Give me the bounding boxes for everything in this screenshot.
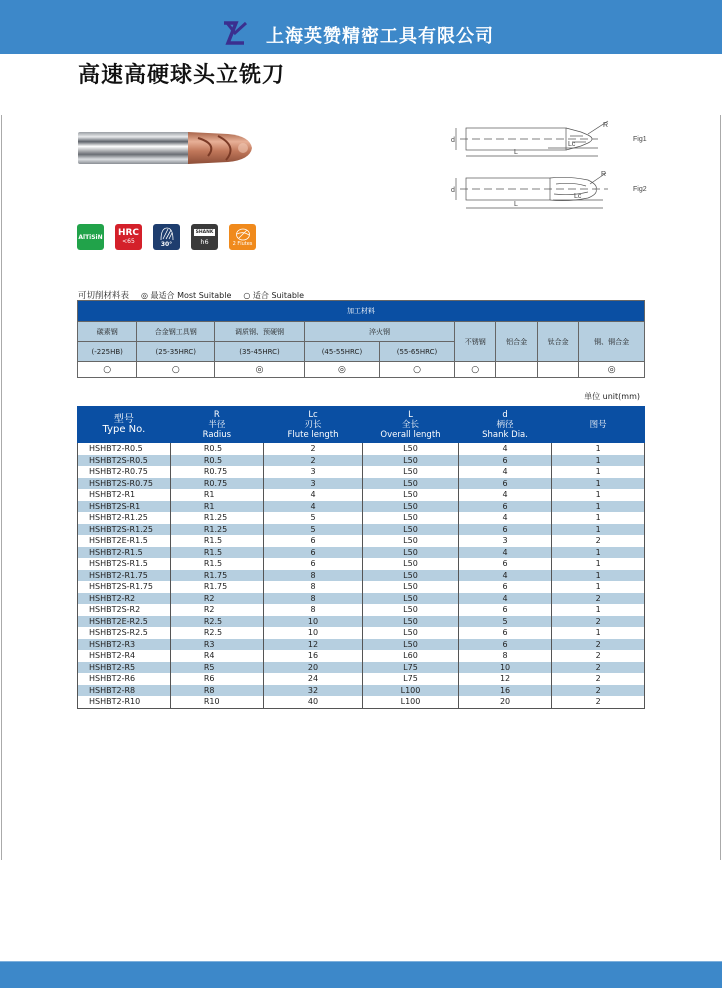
table-row	[78, 466, 645, 478]
type-no-cell: HSHBT2-R3	[78, 639, 171, 651]
overall-length-cell: L50	[363, 627, 459, 639]
suitability-mark: ○	[455, 362, 496, 378]
table-row	[78, 547, 645, 559]
radius-cell: R2.5	[170, 627, 263, 639]
table-row	[78, 535, 645, 547]
shank-dia-cell: 16	[458, 685, 552, 697]
fig1-label: Fig1	[633, 136, 647, 143]
hardened-steel-group: 淬火钢	[304, 322, 454, 342]
material-name: 碳素钢	[78, 322, 137, 342]
table-row	[78, 581, 645, 593]
footer-bar	[0, 961, 722, 988]
shank-tolerance-badge-icon	[191, 224, 218, 250]
column-header-line: 图号	[589, 419, 607, 430]
radius-cell: R3	[170, 639, 263, 651]
radius-cell: R1.75	[170, 581, 263, 593]
overall-length-cell: L75	[363, 673, 459, 685]
table-row	[78, 696, 645, 708]
figure-no-cell: 1	[552, 547, 645, 559]
type-no-cell: HSHBT2-R1.5	[78, 547, 171, 559]
shank-text: SHANK	[195, 229, 214, 235]
shank-dia-cell: 4	[458, 570, 552, 582]
shank-dia-cell: 8	[458, 650, 552, 662]
header-bar	[0, 0, 722, 54]
material-name: 调质钢、预硬钢	[215, 322, 305, 342]
column-header-line: 全长	[401, 419, 419, 430]
legend-most-suitable	[141, 290, 231, 301]
page-edge-right	[720, 115, 721, 860]
dim-d-fig2: d	[451, 187, 455, 194]
column-header-line: d	[502, 409, 508, 420]
column-header-line: Flute length	[287, 429, 339, 440]
flute-length-cell: 6	[263, 558, 362, 570]
overall-length-cell: L50	[363, 478, 459, 490]
ball-end-mill-image	[78, 126, 258, 170]
type-no-cell: HSHBT2E-R1.5	[78, 535, 171, 547]
radius-cell: R4	[170, 650, 263, 662]
column-header-line: Overall length	[380, 429, 441, 440]
legend-suitable	[243, 290, 304, 301]
radius-cell: R0.75	[170, 466, 263, 478]
flute-length-cell: 10	[263, 616, 362, 628]
flute-length-cell: 32	[263, 685, 362, 697]
overall-length-cell: L50	[363, 443, 459, 455]
dim-L-fig1: L	[514, 149, 518, 156]
table-row	[78, 455, 645, 467]
flute-length-cell: 20	[263, 662, 362, 674]
flute-length-cell: 5	[263, 512, 362, 524]
radius-cell: R1	[170, 489, 263, 501]
table-row	[78, 593, 645, 605]
table-row	[78, 489, 645, 501]
overall-length-cell: L50	[363, 547, 459, 559]
type-no-cell: HSHBT2-R1.75	[78, 570, 171, 582]
column-header-line: L	[408, 409, 413, 420]
suitability-mark: ○	[78, 362, 137, 378]
shank-dia-cell: 10	[458, 662, 552, 674]
figure-no-cell: 2	[552, 696, 645, 708]
fig2-label: Fig2	[633, 186, 647, 193]
column-header-line: 型号	[113, 413, 134, 425]
flute-length-cell: 2	[263, 443, 362, 455]
unit-label: 单位 unit(mm)	[584, 392, 640, 401]
figure-no-cell: 2	[552, 616, 645, 628]
shank-dia-cell: 6	[458, 455, 552, 467]
shank-dia-cell: 4	[458, 593, 552, 605]
overall-length-cell: L75	[363, 662, 459, 674]
flute-length-cell: 10	[263, 627, 362, 639]
material-name: 铝合金	[496, 322, 537, 362]
shank-dia-cell: 6	[458, 639, 552, 651]
figure-no-cell: 1	[552, 524, 645, 536]
radius-cell: R1	[170, 501, 263, 513]
coating-badge-icon	[77, 224, 104, 250]
type-no-cell: HSHBT2S-R0.5	[78, 455, 171, 467]
dim-R-fig1: R	[603, 122, 609, 129]
overall-length-cell: L50	[363, 581, 459, 593]
feature-badges	[77, 224, 256, 250]
suitable-symbol: ○	[243, 290, 251, 300]
figure-no-cell: 1	[552, 627, 645, 639]
column-header-line: Type No.	[102, 423, 146, 435]
column-header-line: Radius	[202, 429, 232, 440]
material-range: (-225HB)	[78, 342, 137, 362]
flutes-text: 2 Flutes	[232, 240, 253, 247]
material-table-title: 可切削材料表	[78, 291, 130, 301]
type-no-cell: HSHBT2S-R2.5	[78, 627, 171, 639]
suitability-mark: ◎	[579, 362, 645, 378]
shank-tolerance-value: h6	[200, 237, 209, 246]
material-suitability-table	[77, 300, 645, 378]
type-no-cell: HSHBT2-R6	[78, 673, 171, 685]
table-row	[78, 524, 645, 536]
type-no-cell: HSHBT2-R0.5	[78, 443, 171, 455]
flute-length-cell: 8	[263, 604, 362, 616]
dimension-drawing	[448, 118, 658, 218]
overall-length-cell: L50	[363, 512, 459, 524]
figure-no-cell: 2	[552, 593, 645, 605]
flute-length-cell: 3	[263, 466, 362, 478]
column-header	[458, 407, 552, 443]
column-header-line: Lc	[308, 409, 318, 420]
overall-length-cell: L50	[363, 535, 459, 547]
material-name: 合金钢工具钢	[137, 322, 215, 342]
flute-length-cell: 2	[263, 455, 362, 467]
flute-length-cell: 16	[263, 650, 362, 662]
coating-text: AlTiSiN	[78, 233, 103, 241]
shank-dia-cell: 4	[458, 466, 552, 478]
material-range: (25-35HRC)	[137, 342, 215, 362]
flute-length-cell: 6	[263, 547, 362, 559]
table-row	[78, 650, 645, 662]
shank-dia-cell: 6	[458, 581, 552, 593]
radius-cell: R5	[170, 662, 263, 674]
radius-cell: R2	[170, 593, 263, 605]
table-row	[78, 501, 645, 513]
type-no-cell: HSHBT2-R8	[78, 685, 171, 697]
shank-dia-cell: 5	[458, 616, 552, 628]
radius-cell: R0.5	[170, 455, 263, 467]
shank-dia-cell: 3	[458, 535, 552, 547]
type-no-cell: HSHBT2S-R1.25	[78, 524, 171, 536]
shank-dia-cell: 6	[458, 558, 552, 570]
overall-length-cell: L50	[363, 570, 459, 582]
dim-Lc-fig1: Lc	[568, 141, 576, 148]
radius-cell: R6	[170, 673, 263, 685]
shank-dia-cell: 6	[458, 501, 552, 513]
table-row	[78, 558, 645, 570]
flutes-badge-icon	[229, 224, 256, 250]
table-row	[78, 627, 645, 639]
flute-section-icon	[235, 228, 251, 241]
radius-cell: R8	[170, 685, 263, 697]
dim-L-fig2: L	[514, 201, 518, 208]
figure-no-cell: 1	[552, 489, 645, 501]
radius-cell: R0.5	[170, 443, 263, 455]
overall-length-cell: L50	[363, 455, 459, 467]
flute-length-cell: 4	[263, 501, 362, 513]
overall-length-cell: L50	[363, 639, 459, 651]
shank-dia-cell: 4	[458, 443, 552, 455]
figure-no-cell: 1	[552, 558, 645, 570]
flute-length-cell: 5	[263, 524, 362, 536]
table-row	[78, 478, 645, 490]
flute-length-cell: 8	[263, 593, 362, 605]
figure-no-cell: 1	[552, 604, 645, 616]
overall-length-cell: L50	[363, 501, 459, 513]
radius-cell: R1.25	[170, 524, 263, 536]
radius-cell: R2.5	[170, 616, 263, 628]
radius-cell: R0.75	[170, 478, 263, 490]
flute-length-cell: 8	[263, 570, 362, 582]
specification-table	[77, 406, 645, 709]
shank-dia-cell: 6	[458, 478, 552, 490]
hardness-value: <65	[122, 238, 135, 245]
flute-length-cell: 24	[263, 673, 362, 685]
type-no-cell: HSHBT2S-R0.75	[78, 478, 171, 490]
radius-cell: R1.25	[170, 512, 263, 524]
type-no-cell: HSHBT2-R2	[78, 593, 171, 605]
column-header	[78, 407, 171, 443]
figure-no-cell: 1	[552, 443, 645, 455]
table-row	[78, 570, 645, 582]
material-name: 钛合金	[537, 322, 578, 362]
suitability-mark: ○	[137, 362, 215, 378]
suitability-mark	[496, 362, 537, 378]
material-name: 铜、铜合金	[579, 322, 645, 362]
figure-no-cell: 1	[552, 501, 645, 513]
overall-length-cell: L100	[363, 685, 459, 697]
type-no-cell: HSHBT2-R4	[78, 650, 171, 662]
column-header	[263, 407, 362, 443]
overall-length-cell: L50	[363, 604, 459, 616]
flute-length-cell: 6	[263, 535, 362, 547]
table-row	[78, 512, 645, 524]
page-edge-left	[1, 115, 2, 860]
type-no-cell: HSHBT2S-R1.5	[78, 558, 171, 570]
table-row	[78, 616, 645, 628]
type-no-cell: HSHBT2-R5	[78, 662, 171, 674]
column-header-line: 半径	[208, 419, 226, 430]
figure-no-cell: 1	[552, 570, 645, 582]
flute-length-cell: 40	[263, 696, 362, 708]
figure-no-cell: 2	[552, 685, 645, 697]
overall-length-cell: L50	[363, 489, 459, 501]
most-suitable-symbol: ◎	[141, 290, 148, 300]
flute-length-cell: 4	[263, 489, 362, 501]
column-header-line: 柄径	[496, 419, 514, 430]
flute-length-cell: 8	[263, 581, 362, 593]
dim-Lc-fig2: Lc	[574, 193, 582, 200]
helix-lines-icon	[159, 227, 175, 241]
overall-length-cell: L60	[363, 650, 459, 662]
radius-cell: R1.5	[170, 558, 263, 570]
type-no-cell: HSHBT2S-R1.75	[78, 581, 171, 593]
overall-length-cell: L50	[363, 593, 459, 605]
flute-length-cell: 3	[263, 478, 362, 490]
figure-no-cell: 2	[552, 673, 645, 685]
shank-dia-cell: 6	[458, 604, 552, 616]
material-table-header: 加工材料	[78, 301, 645, 322]
shank-dia-cell: 4	[458, 489, 552, 501]
overall-length-cell: L50	[363, 466, 459, 478]
shank-dia-cell: 4	[458, 547, 552, 559]
material-range: (35-45HRC)	[215, 342, 305, 362]
radius-cell: R1.5	[170, 535, 263, 547]
shank-dia-cell: 6	[458, 627, 552, 639]
radius-cell: R2	[170, 604, 263, 616]
company-name: 上海英赞精密工具有限公司	[266, 26, 494, 47]
type-no-cell: HSHBT2-R1.25	[78, 512, 171, 524]
type-no-cell: HSHBT2-R0.75	[78, 466, 171, 478]
column-header	[552, 407, 645, 443]
table-row	[78, 662, 645, 674]
overall-length-cell: L50	[363, 524, 459, 536]
table-row	[78, 685, 645, 697]
shank-dia-cell: 4	[458, 512, 552, 524]
figure-no-cell: 1	[552, 466, 645, 478]
shank-dia-cell: 12	[458, 673, 552, 685]
type-no-cell: HSHBT2S-R1	[78, 501, 171, 513]
helix-angle-badge-icon	[153, 224, 180, 250]
overall-length-cell: L100	[363, 696, 459, 708]
figure-no-cell: 1	[552, 512, 645, 524]
suitability-mark	[537, 362, 578, 378]
type-no-cell: HSHBT2S-R2	[78, 604, 171, 616]
figure-no-cell: 1	[552, 581, 645, 593]
column-header	[170, 407, 263, 443]
flute-length-cell: 12	[263, 639, 362, 651]
suitable-label: 适合 Suitable	[252, 290, 305, 300]
column-header-line: 刃长	[304, 419, 322, 430]
dim-R-fig2: R	[601, 171, 607, 178]
figure-no-cell: 2	[552, 639, 645, 651]
shank-dia-cell: 6	[458, 524, 552, 536]
table-row	[78, 673, 645, 685]
figure-no-cell: 2	[552, 650, 645, 662]
suitability-mark: ◎	[304, 362, 379, 378]
type-no-cell: HSHBT2-R1	[78, 489, 171, 501]
overall-length-cell: L50	[363, 616, 459, 628]
page-title: 高速高硬球头立铣刀	[78, 63, 286, 88]
figure-no-cell: 1	[552, 455, 645, 467]
figure-no-cell: 2	[552, 535, 645, 547]
helix-angle-text: 30°	[160, 240, 173, 248]
material-name: 不锈钢	[455, 322, 496, 362]
dim-d-fig1: d	[451, 137, 455, 144]
table-row	[78, 604, 645, 616]
figure-no-cell: 1	[552, 478, 645, 490]
company-logo-icon	[222, 20, 248, 46]
radius-cell: R1.5	[170, 547, 263, 559]
table-row	[78, 443, 645, 455]
figure-no-cell: 2	[552, 662, 645, 674]
material-range: (55-65HRC)	[379, 342, 454, 362]
type-no-cell: HSHBT2-R10	[78, 696, 171, 708]
most-suitable-label: 最适合 Most Suitable	[150, 290, 232, 300]
radius-cell: R10	[170, 696, 263, 708]
column-header	[363, 407, 459, 443]
radius-cell: R1.75	[170, 570, 263, 582]
overall-length-cell: L50	[363, 558, 459, 570]
material-range: (45-55HRC)	[304, 342, 379, 362]
table-row	[78, 639, 645, 651]
shank-dia-cell: 20	[458, 696, 552, 708]
hardness-badge-icon	[115, 224, 142, 250]
column-header-line: Shank Dia.	[482, 429, 528, 440]
suitability-mark: ○	[379, 362, 454, 378]
column-header-line: R	[213, 409, 220, 420]
type-no-cell: HSHBT2E-R2.5	[78, 616, 171, 628]
hardness-text: HRC	[117, 228, 140, 238]
suitability-mark: ◎	[215, 362, 305, 378]
